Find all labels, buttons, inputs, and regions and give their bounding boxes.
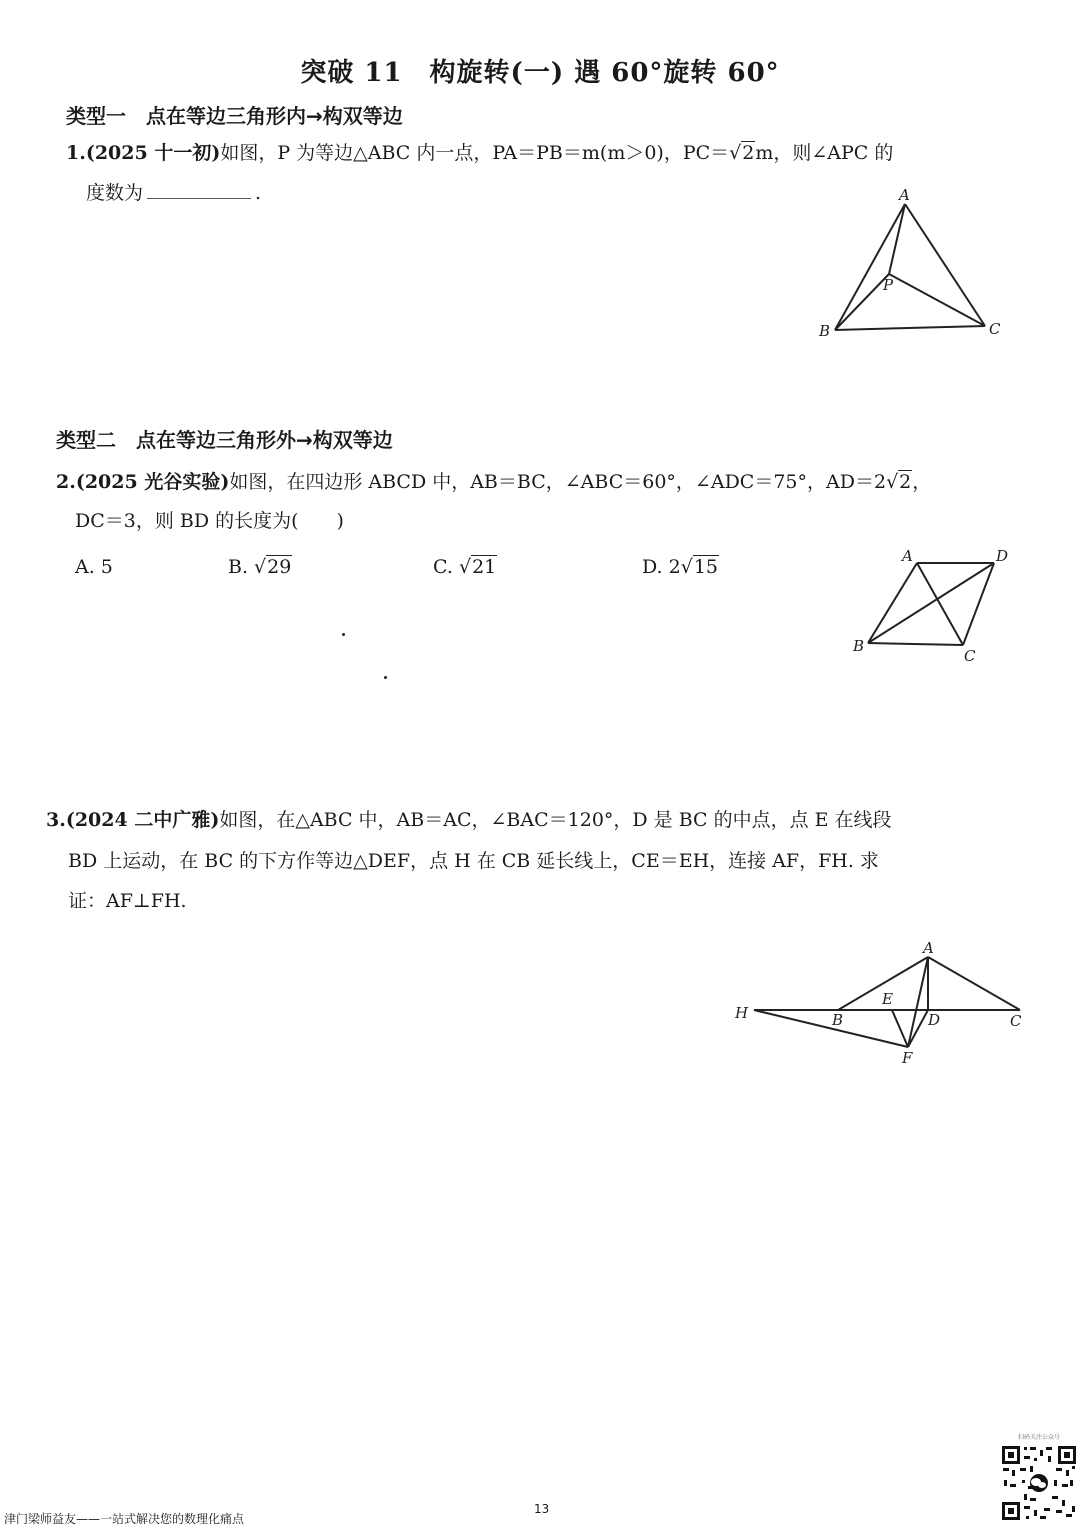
answer-blank[interactable]	[147, 180, 251, 199]
question-3-number: 3.	[46, 809, 66, 831]
label-b: B	[819, 322, 831, 340]
question-1-text: 如图，P 为等边△ABC 内一点，PA＝PB＝m(m＞0)，PC＝	[220, 142, 730, 164]
label-p: P	[883, 276, 894, 294]
qr-code[interactable]	[1000, 1444, 1078, 1522]
label-b: B	[853, 637, 865, 655]
question-2-line-2: DC＝3，则 BD 的长度为( )	[75, 510, 344, 532]
segment-dc	[963, 563, 994, 645]
segment-df	[908, 1010, 928, 1047]
sqrt-symbol: √21	[458, 556, 497, 578]
question-1-number: 1.	[66, 142, 86, 164]
sqrt-symbol: √29	[254, 556, 292, 578]
label-a: A	[923, 939, 934, 957]
question-2-line-1-end: ，	[912, 471, 932, 493]
segment-ab	[835, 204, 905, 330]
sqrt-symbol: √15	[680, 556, 719, 578]
segment-ac	[928, 957, 1020, 1010]
segment-pc	[889, 274, 985, 326]
label-c: C	[989, 320, 1001, 338]
question-2-source: (2025 光谷实验)	[75, 471, 230, 493]
segment-ef	[892, 1010, 908, 1047]
page-number: 13	[534, 1502, 550, 1516]
choice-c[interactable]: C. √21	[433, 556, 497, 578]
question-3-line-2: BD 上运动，在 BC 的下方作等边△DEF，点 H 在 CB 延长线上，CE＝EH，连接 AF，FH. 求	[68, 850, 879, 872]
stray-dot	[384, 676, 387, 679]
question-2-line-1	[56, 463, 931, 501]
label-h: H	[735, 1004, 749, 1022]
section-heading-type-one: 类型一 点在等边三角形内→构双等边	[66, 104, 403, 128]
segment-af	[908, 957, 928, 1047]
question-1-line-2	[86, 174, 261, 212]
question-2-number: 2.	[56, 471, 76, 493]
segment-hf	[754, 1010, 908, 1047]
label-d: D	[928, 1011, 941, 1029]
question-1-line-2-text: 度数为	[86, 182, 144, 204]
choice-d[interactable]: D. 2√15	[642, 556, 719, 578]
figure-3-triangle	[730, 935, 1040, 1070]
figure-1-triangle	[815, 182, 1015, 342]
question-1-text-tail: m，则∠APC 的	[755, 142, 894, 164]
sqrt-symbol: √2	[729, 142, 755, 164]
label-a: A	[899, 186, 910, 204]
label-d: D	[996, 547, 1009, 565]
stray-dot	[342, 633, 345, 636]
figure-2-quadrilateral	[850, 545, 1020, 667]
label-e: E	[882, 990, 893, 1008]
choice-a[interactable]: A. 5	[75, 556, 113, 578]
label-b: B	[832, 1011, 844, 1029]
question-3-line-3: 证：AF⊥FH.	[68, 890, 187, 912]
question-1-source: (2025 十一初)	[85, 142, 221, 164]
question-3-source: (2024 二中广雅)	[65, 809, 220, 831]
segment-bc	[868, 643, 963, 645]
label-a: A	[902, 547, 913, 565]
question-2-text: 如图，在四边形 ABCD 中，AB＝BC，∠ABC＝60°，∠ADC＝75°，AD＝2	[229, 471, 887, 493]
segment-ab	[868, 563, 917, 643]
segment-bd	[868, 563, 994, 643]
label-c: C	[964, 647, 976, 665]
question-1-line-2-end: .	[255, 182, 262, 204]
question-1-line-1	[66, 134, 893, 172]
sqrt-symbol: √2	[886, 471, 912, 493]
segment-ac	[917, 563, 963, 645]
segment-bc	[835, 326, 985, 330]
footer-slogan: 津门梁师益友——一站式解决您的数理化痛点	[4, 1512, 245, 1526]
question-3-text: 如图，在△ABC 中，AB＝AC，∠BAC＝120°，D 是 BC 的中点，点 E 在线段	[219, 809, 892, 831]
section-heading-type-two: 类型二 点在等边三角形外→构双等边	[56, 428, 393, 452]
question-3-line-1	[46, 801, 892, 839]
qr-caption: 扫码关注公众号	[1018, 1434, 1061, 1441]
page-title: 突破 11 构旋转(一) 遇 60°旋转 60°	[300, 58, 780, 88]
segment-pa	[889, 204, 905, 274]
choice-b[interactable]: B. √29	[228, 556, 292, 578]
label-c: C	[1010, 1012, 1022, 1030]
label-f: F	[902, 1049, 913, 1067]
segment-ac	[905, 204, 985, 326]
